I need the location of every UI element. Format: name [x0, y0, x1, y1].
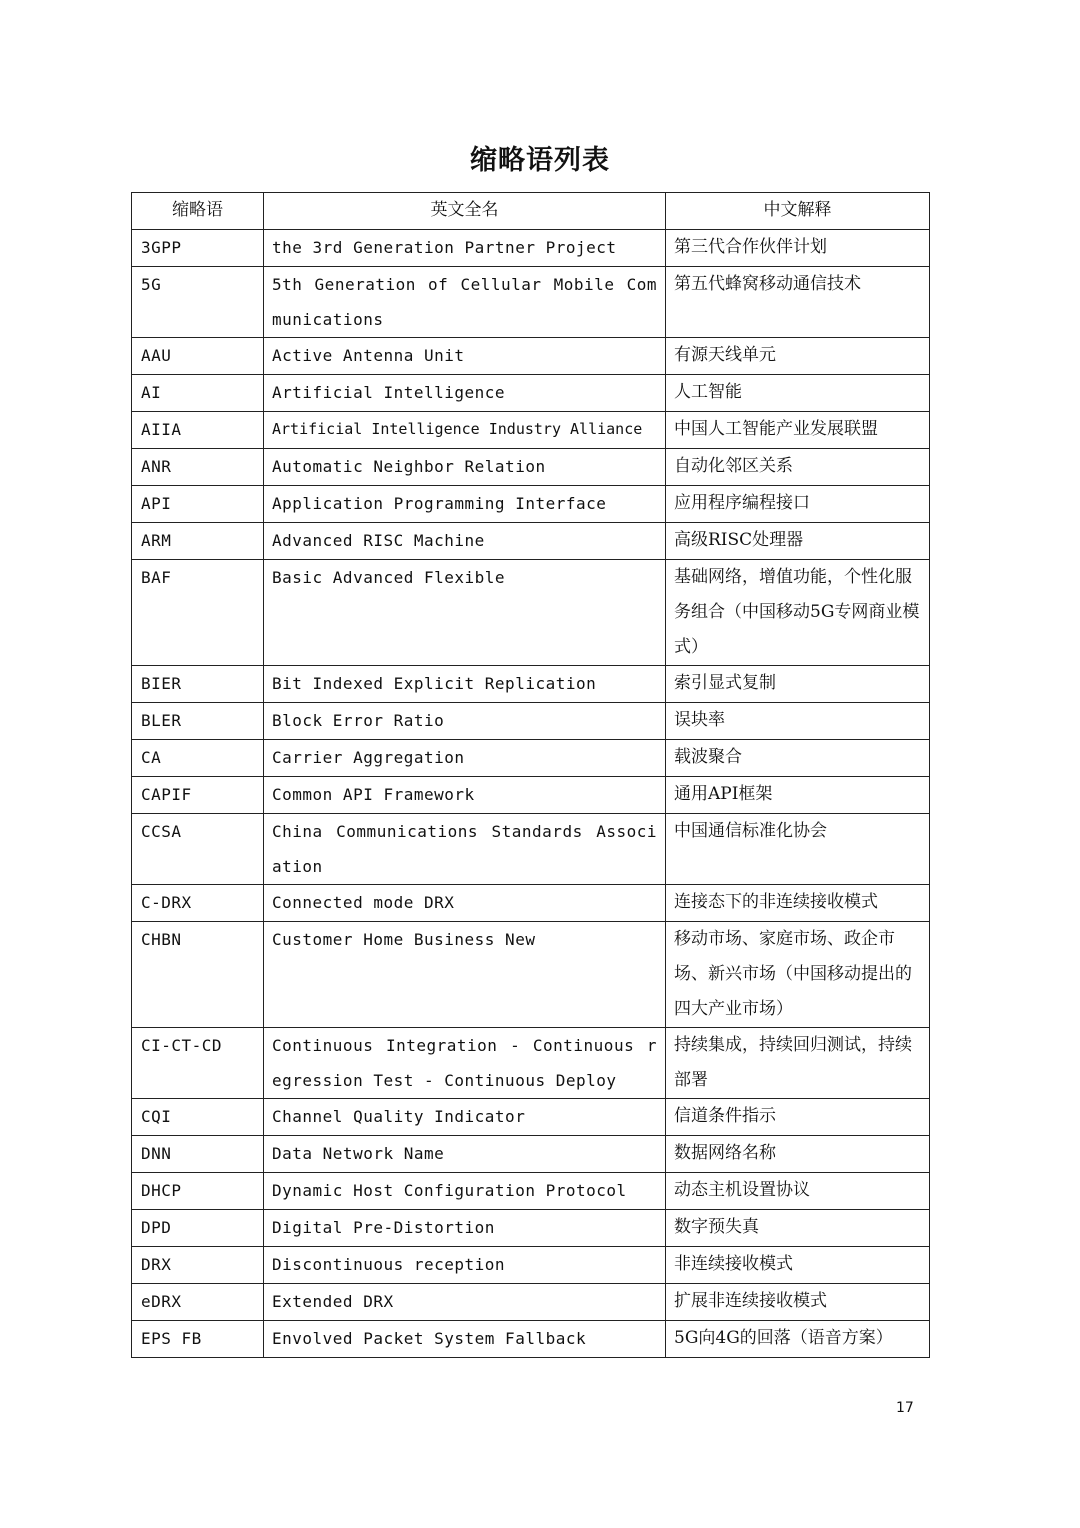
table-row: [132, 486, 930, 523]
abbreviation-cell: DRX: [132, 1247, 264, 1284]
abbreviation-cell: EPS FB: [132, 1321, 264, 1358]
abbreviation-cell: CAPIF: [132, 777, 264, 814]
table-row: [132, 777, 930, 814]
chinese-explanation-cell: 中国通信标准化协会: [666, 814, 930, 885]
abbreviation-cell: API: [132, 486, 264, 523]
abbreviation-cell: ANR: [132, 449, 264, 486]
chinese-explanation-cell: 动态主机设置协议: [666, 1173, 930, 1210]
english-name-cell: Block Error Ratio: [264, 703, 666, 740]
table-row: [132, 560, 930, 666]
english-name-cell: Continuous Integration - Continuous regression Test - Continuous Deploy: [264, 1028, 666, 1099]
table-row: [132, 1284, 930, 1321]
english-name-cell: Customer Home Business New: [264, 922, 666, 1028]
chinese-explanation-cell: 连接态下的非连续接收模式: [666, 885, 930, 922]
chinese-explanation-cell: 人工智能: [666, 375, 930, 412]
table-row: [132, 523, 930, 560]
abbreviation-cell: C-DRX: [132, 885, 264, 922]
table-row: [132, 1247, 930, 1284]
abbreviation-cell: eDRX: [132, 1284, 264, 1321]
chinese-explanation-cell: 非连续接收模式: [666, 1247, 930, 1284]
abbreviation-cell: ARM: [132, 523, 264, 560]
abbreviation-cell: DPD: [132, 1210, 264, 1247]
header-english-name: 英文全名: [264, 193, 666, 230]
chinese-explanation-cell: 数字预失真: [666, 1210, 930, 1247]
abbreviation-cell: CA: [132, 740, 264, 777]
header-abbreviation: 缩略语: [132, 193, 264, 230]
table-row: [132, 1210, 930, 1247]
page-number: 17: [896, 1400, 914, 1416]
english-name-cell: Artificial Intelligence: [264, 375, 666, 412]
table-row: [132, 740, 930, 777]
english-name-cell: Data Network Name: [264, 1136, 666, 1173]
english-name-cell: China Communications Standards Association: [264, 814, 666, 885]
table-header-row: [132, 193, 930, 230]
english-name-cell: Discontinuous reception: [264, 1247, 666, 1284]
abbreviation-cell: CQI: [132, 1099, 264, 1136]
english-name-cell: Channel Quality Indicator: [264, 1099, 666, 1136]
abbreviation-cell: BAF: [132, 560, 264, 666]
english-name-cell: Envolved Packet System Fallback: [264, 1321, 666, 1358]
table-row: [132, 412, 930, 449]
chinese-explanation-cell: 信道条件指示: [666, 1099, 930, 1136]
abbreviation-cell: 5G: [132, 267, 264, 338]
table-row: [132, 230, 930, 267]
english-name-cell: Common API Framework: [264, 777, 666, 814]
abbreviation-cell: 3GPP: [132, 230, 264, 267]
table-row: [132, 1321, 930, 1358]
chinese-explanation-cell: 误块率: [666, 703, 930, 740]
table-row: [132, 1099, 930, 1136]
abbreviation-cell: CI-CT-CD: [132, 1028, 264, 1099]
table-row: [132, 885, 930, 922]
chinese-explanation-cell: 高级RISC处理器: [666, 523, 930, 560]
english-name-cell: Digital Pre-Distortion: [264, 1210, 666, 1247]
chinese-explanation-cell: 通用API框架: [666, 777, 930, 814]
english-name-cell: Artificial Intelligence Industry Alliance: [264, 412, 666, 449]
table-row: [132, 666, 930, 703]
table-row: [132, 922, 930, 1028]
english-name-cell: Bit Indexed Explicit Replication: [264, 666, 666, 703]
table-row: [132, 1173, 930, 1210]
header-chinese-explanation: 中文解释: [666, 193, 930, 230]
table-row: [132, 703, 930, 740]
table-row: [132, 814, 930, 885]
chinese-explanation-cell: 5G向4G的回落（语音方案）: [666, 1321, 930, 1358]
english-name-cell: Dynamic Host Configuration Protocol: [264, 1173, 666, 1210]
abbreviation-cell: CHBN: [132, 922, 264, 1028]
chinese-explanation-cell: 持续集成，持续回归测试，持续部署: [666, 1028, 930, 1099]
abbreviation-cell: DHCP: [132, 1173, 264, 1210]
abbreviation-cell: AAU: [132, 338, 264, 375]
english-name-cell: Carrier Aggregation: [264, 740, 666, 777]
english-name-cell: Active Antenna Unit: [264, 338, 666, 375]
chinese-explanation-cell: 基础网络，增值功能，个性化服务组合（中国移动5G专网商业模式）: [666, 560, 930, 666]
abbreviation-cell: AIIA: [132, 412, 264, 449]
chinese-explanation-cell: 扩展非连续接收模式: [666, 1284, 930, 1321]
english-name-cell: 5th Generation of Cellular Mobile Communications: [264, 267, 666, 338]
chinese-explanation-cell: 中国人工智能产业发展联盟: [666, 412, 930, 449]
table-row: [132, 338, 930, 375]
english-name-cell: Basic Advanced Flexible: [264, 560, 666, 666]
chinese-explanation-cell: 载波聚合: [666, 740, 930, 777]
abbreviation-cell: BLER: [132, 703, 264, 740]
abbreviation-table: [131, 192, 930, 1358]
abbreviation-cell: BIER: [132, 666, 264, 703]
chinese-explanation-cell: 有源天线单元: [666, 338, 930, 375]
table-row: [132, 449, 930, 486]
english-name-cell: Automatic Neighbor Relation: [264, 449, 666, 486]
chinese-explanation-cell: 移动市场、家庭市场、政企市场、新兴市场（中国移动提出的四大产业市场）: [666, 922, 930, 1028]
chinese-explanation-cell: 自动化邻区关系: [666, 449, 930, 486]
page-title: 缩略语列表: [470, 145, 610, 176]
chinese-explanation-cell: 数据网络名称: [666, 1136, 930, 1173]
english-name-cell: Application Programming Interface: [264, 486, 666, 523]
table-row: [132, 1136, 930, 1173]
abbreviation-cell: CCSA: [132, 814, 264, 885]
table-row: [132, 1028, 930, 1099]
english-name-cell: Advanced RISC Machine: [264, 523, 666, 560]
chinese-explanation-cell: 第三代合作伙伴计划: [666, 230, 930, 267]
chinese-explanation-cell: 索引显式复制: [666, 666, 930, 703]
english-name-cell: the 3rd Generation Partner Project: [264, 230, 666, 267]
table-row: [132, 375, 930, 412]
table-row: [132, 267, 930, 338]
chinese-explanation-cell: 应用程序编程接口: [666, 486, 930, 523]
abbreviation-cell: DNN: [132, 1136, 264, 1173]
abbreviation-cell: AI: [132, 375, 264, 412]
english-name-cell: Connected mode DRX: [264, 885, 666, 922]
chinese-explanation-cell: 第五代蜂窝移动通信技术: [666, 267, 930, 338]
english-name-cell: Extended DRX: [264, 1284, 666, 1321]
